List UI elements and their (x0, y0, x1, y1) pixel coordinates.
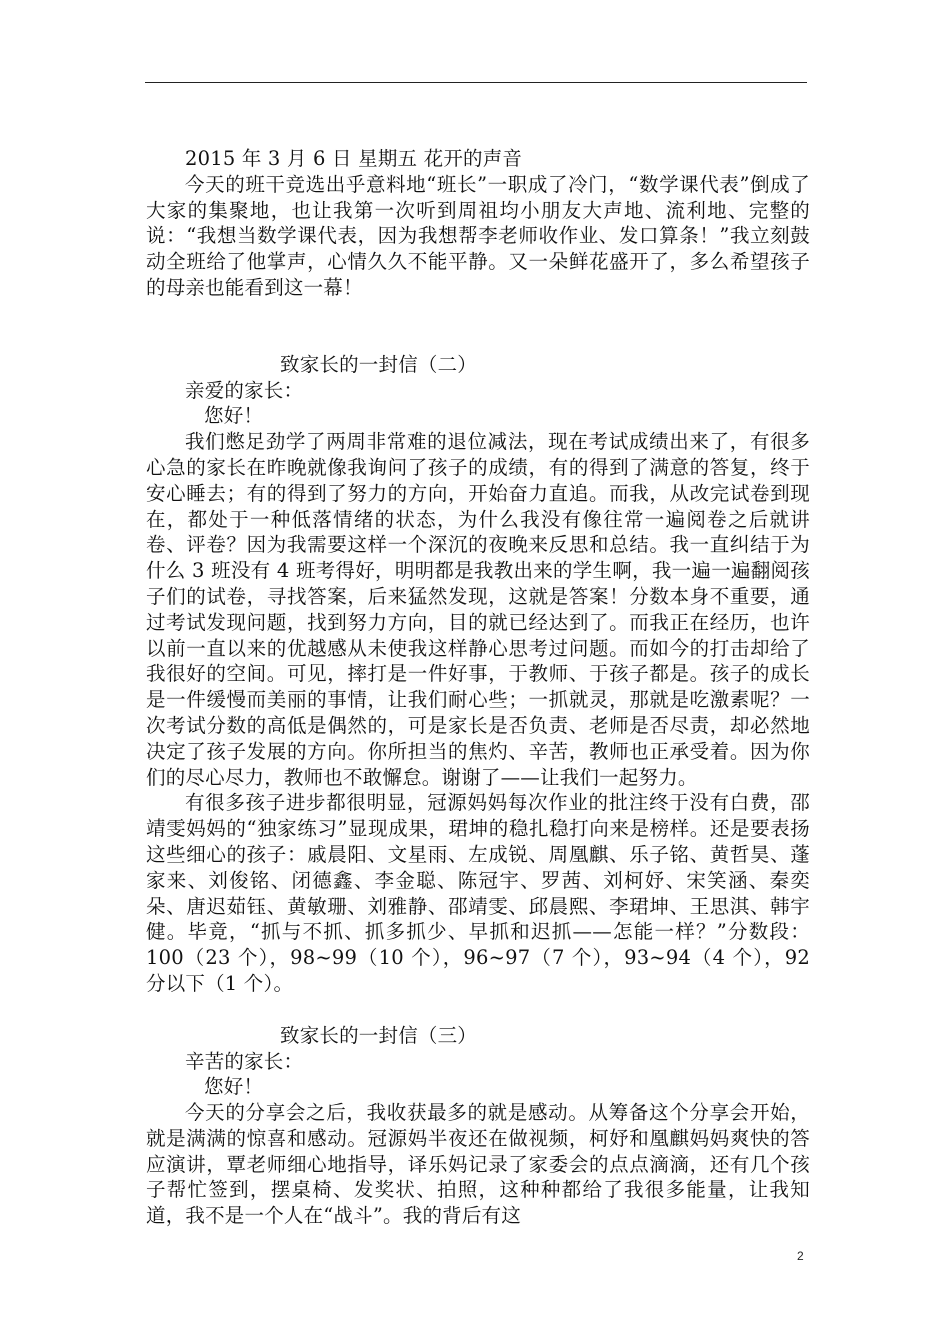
diary-paragraph: 今天的班干竞选出乎意料地“班长”一职成了冷门，“数学课代表”倒成了大家的集聚地，也让我第一次听到周祖均小朋友大声地、流利地、完整的说：“我想当数学课代表，因为我想帮李老师收作业、发口算条！”我立刻鼓动全班给了他掌声，心情久久不能平静。又一朵鲜花盛开了，多么希望孩子的母亲也能看到这一幕！ (146, 172, 810, 299)
letter3-title: 致家长的一封信（三） (280, 1023, 478, 1047)
letter3-salutation: 辛苦的家长： (185, 1049, 304, 1073)
letter2-salutation: 亲爱的家长： (185, 378, 304, 402)
spacer (146, 997, 810, 1023)
letter2-paragraph-2: 有很多孩子进步都很明显，冠源妈妈每次作业的批注终于没有白费，邵靖雯妈妈的“独家练习”显现成果，珺坤的稳扎稳打向来是榜样。还是要表扬这些细心的孩子：戚晨阳、文星雨、左成锐、周凰麒、乐子铭、黄哲昊、蓬家来、刘俊铭、闭德鑫、李金聪、陈冠宇、罗茜、刘柯妤、宋笑涵、秦奕朵、唐迟茹钰、黄敏珊、刘雅静、邵靖雯、邱晨熙、李珺坤、王思淇、韩宇健。毕竟，“抓与不抓、抓多抓少、早抓和迟抓——怎能一样？”分数段：100（23 个），98~99（10 个），96~97（7 个），93~94（4 个），92 分以下（1 个）。 (146, 791, 810, 995)
letter3-paragraph-1: 今天的分享会之后，我收获最多的就是感动。从筹备这个分享会开始，就是满满的惊喜和感动。冠源妈半夜还在做视频，柯妤和凰麒妈妈爽快的答应演讲，覃老师细心地指导，译乐妈记录了家委会的点点滴滴，还有几个孩子帮忙签到，摆桌椅、发奖状、拍照，这种种都给了我很多能量，让我知道，我不是一个人在“战斗”。我的背后有这 (146, 1101, 810, 1228)
page-number: 2 (797, 1249, 804, 1263)
diary-date-line: 2015 年 3 月 6 日 星期五 花开的声音 (185, 147, 523, 170)
header-rule (145, 82, 807, 83)
document-body (146, 146, 810, 1229)
letter2-greeting: 您好！ (204, 404, 264, 428)
spacer (146, 301, 810, 352)
letter3-greeting: 您好！ (204, 1075, 264, 1099)
letter2-title: 致家长的一封信（二） (280, 352, 478, 376)
letter2-paragraph-1: 我们憋足劲学了两周非常难的退位减法，现在考试成绩出来了，有很多心急的家长在昨晚就像我询问了孩子的成绩，有的得到了满意的答复，终于安心睡去；有的得到了努力的方向，开始奋力直追。而我，从改完试卷到现在，都处于一种低落情绪的状态，为什么我没有像往常一遍阅卷之后就讲卷、评卷？因为我需要这样一个深沉的夜晚来反思和总结。我一直纠结于为什么 3 班没有 4 班考得好，明明都是我教出来的学生啊，我一遍一遍翻阅孩子们的试卷，寻找答案，后来猛然发现，这就是答案！分数本身不重要，通过考试发现问题，找到努力方向，目的就已经达到了。而我正在经历，也许以前一直以来的优越感从未使我这样静心思考过问题。而如今的打击却给了我很好的空间。可见，摔打是一件好事，于教师、于孩子都是。孩子的成长是一件缓慢而美丽的事情，让我们耐心些；一抓就灵，那就是吃激素呢？一次考试分数的高低是偶然的，可是家长是否负责、老师是否尽责，却必然地决定了孩子发展的方向。你所担当的焦灼、辛苦，教师也正承受着。因为你们的尽心尽力，教师也不敢懈怠。谢谢了——让我们一起努力。 (146, 430, 810, 789)
